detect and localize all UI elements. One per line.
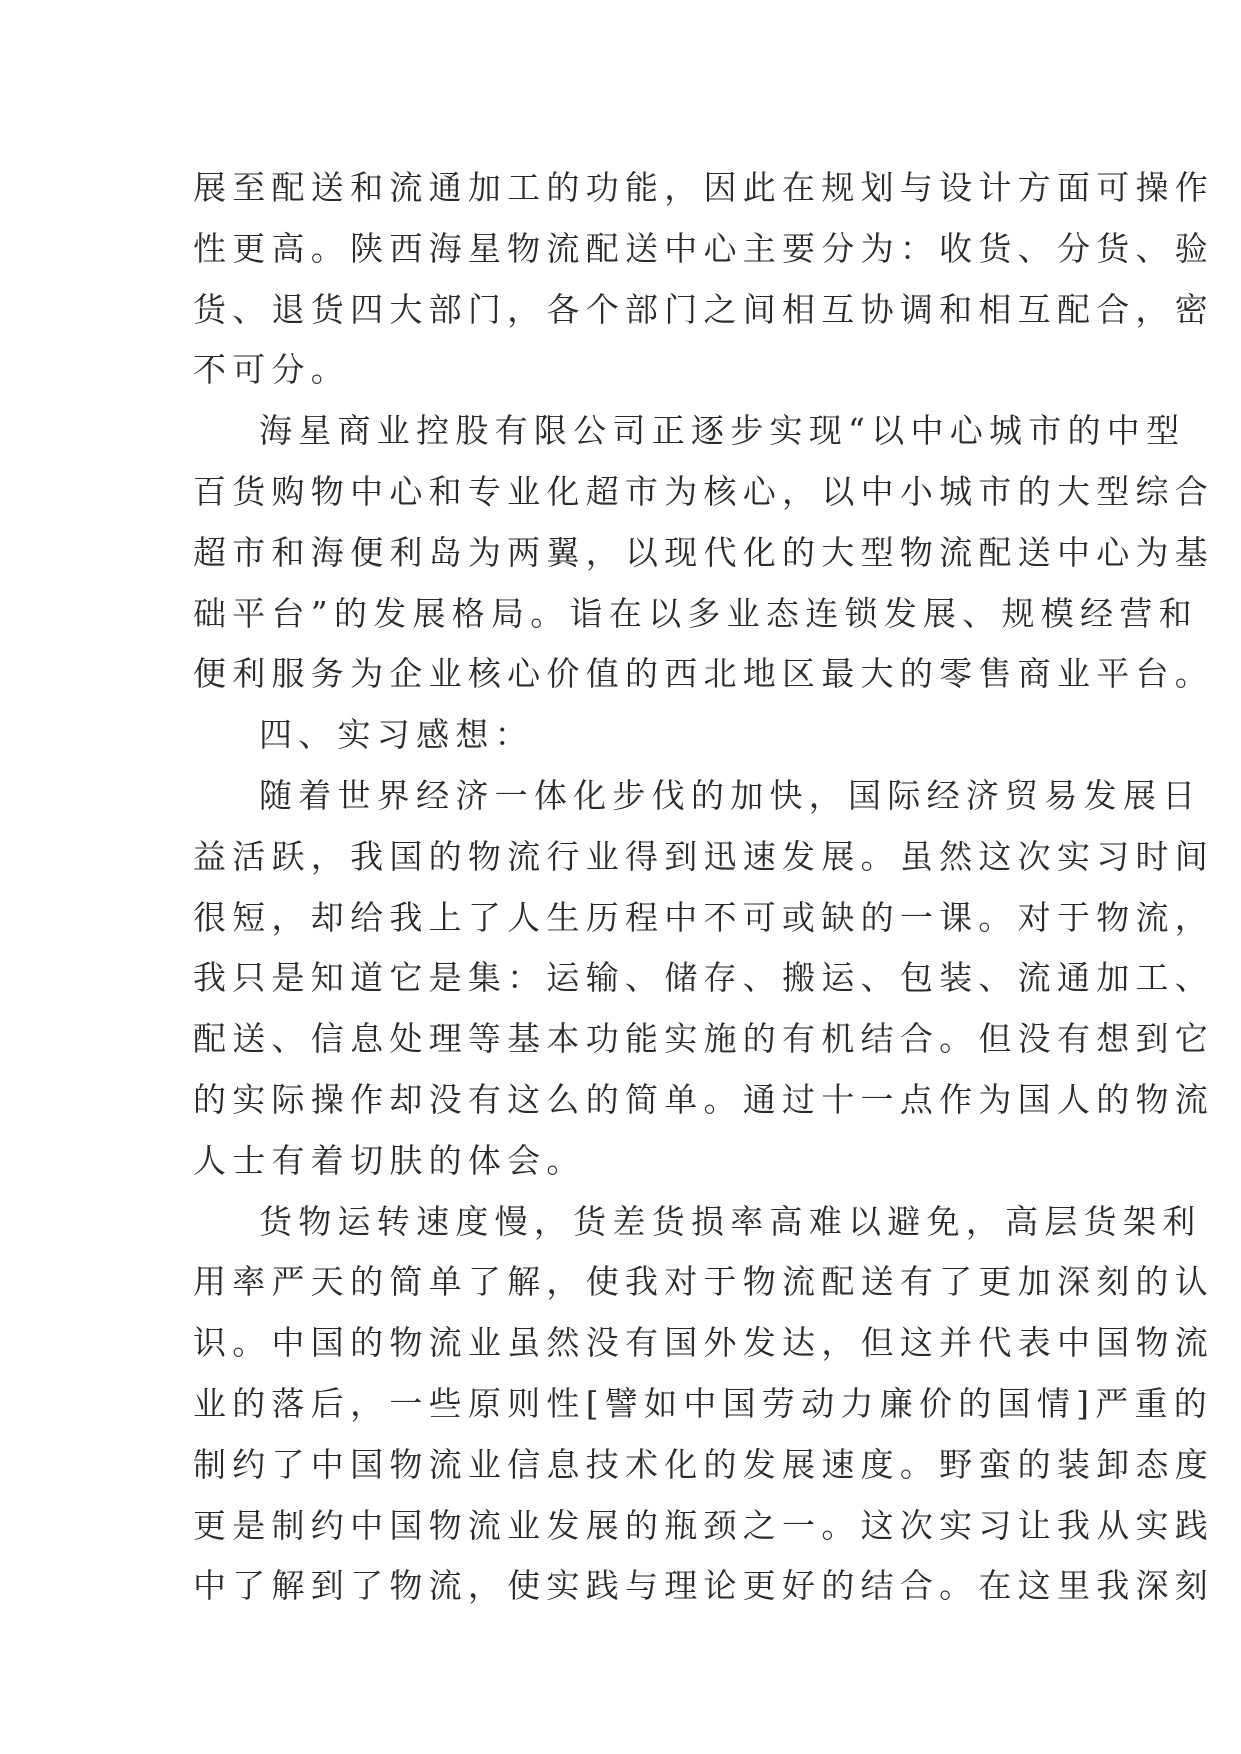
heading-text: 四、实习感想： <box>259 715 534 755</box>
text-line: 更是制约中国物流业发展的瓶颈之一。这次实习让我从实践 <box>193 1505 1215 1545</box>
text-line: 识。中国的物流业虽然没有国外发达，但这并代表中国物流 <box>193 1323 1215 1363</box>
text-line: 的实际操作却没有这么的简单。通过十一点作为国人的物流 <box>193 1079 1215 1119</box>
text-line: 便利服务为企业核心价值的西北地区最大的零售商业平台。 <box>193 654 1215 694</box>
document-body <box>193 158 1215 1617</box>
text-line: 百货购物中心和专业化超市为核心，以中小城市的大型综合 <box>193 471 1215 511</box>
text-line: 货、退货四大部门，各个部门之间相互协调和相互配合，密 <box>193 289 1215 329</box>
text-line: 益活跃，我国的物流行业得到迅速发展。虽然这次实习时间 <box>193 836 1215 876</box>
text-line: 业的落后，一些原则性[譬如中国劳动力廉价的国情]严重的 <box>193 1383 1214 1423</box>
text-line: 很短，却给我上了人生历程中不可或缺的一课。对于物流， <box>193 897 1215 937</box>
text-line: 中了解到了物流，使实践与理论更好的结合。在这里我深刻 <box>193 1566 1215 1606</box>
paragraph <box>193 766 1215 1192</box>
text-line: 配送、信息处理等基本功能实施的有机结合。但没有想到它 <box>193 1019 1215 1059</box>
text-line: 超市和海便利岛为两翼，以现代化的大型物流配送中心为基 <box>193 532 1215 572</box>
text-line: 础平台”的发展格局。诣在以多业态连锁发展、规模经营和 <box>193 593 1198 633</box>
text-line: 人士有着切肤的体会。 <box>193 1140 586 1180</box>
text-line: 性更高。陕西海星物流配送中心主要分为：收货、分货、验 <box>193 228 1215 268</box>
text-line: 随着世界经济一体化步伐的加快，国际经济贸易发展日 <box>259 775 1202 815</box>
text-line: 货物运转速度慢，货差货损率高难以避免，高层货架利 <box>259 1201 1202 1241</box>
section-heading <box>193 705 1073 766</box>
text-line: 用率严天的简单了解，使我对于物流配送有了更加深刻的认 <box>193 1262 1215 1302</box>
text-line: 海星商业控股有限公司正逐步实现“以中心城市的中型 <box>259 411 1186 451</box>
paragraph <box>193 1192 1215 1618</box>
text-line: 不可分。 <box>193 350 351 390</box>
paragraph <box>193 158 1215 401</box>
text-line: 展至配送和流通加工的功能，因此在规划与设计方面可操作 <box>193 168 1215 207</box>
text-line: 我只是知道它是集：运输、储存、搬运、包装、流通加工、 <box>193 958 1215 998</box>
text-line: 制约了中国物流业信息技术化的发展速度。野蛮的装卸态度 <box>193 1444 1215 1484</box>
paragraph <box>193 401 1215 705</box>
